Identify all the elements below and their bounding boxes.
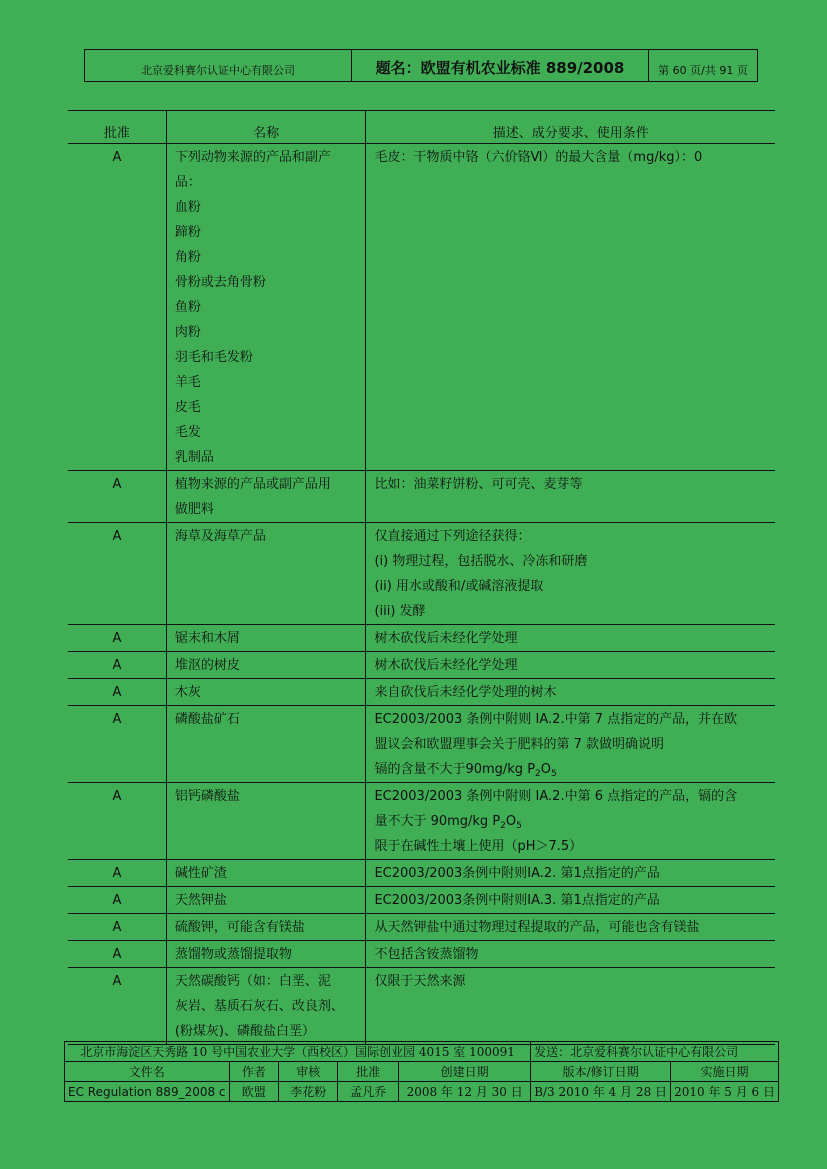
description-line: 从天然钾盐中通过物理过程提取的产品，可能也含有镁盐 xyxy=(374,920,700,935)
table-row xyxy=(68,783,775,860)
footer-value-author: 欧盟 xyxy=(229,1082,279,1102)
name-cell xyxy=(166,471,366,523)
footer-label-reviewer: 审核 xyxy=(279,1062,338,1082)
table-row xyxy=(68,941,775,968)
footer-sender: 发送：北京爱科赛尔认证中心有限公司 xyxy=(531,1042,779,1062)
formula-part: O xyxy=(505,814,517,829)
formula-part: 5 xyxy=(516,821,522,831)
description-cell xyxy=(366,625,775,652)
description-cell xyxy=(366,652,775,679)
description-cell xyxy=(366,941,775,968)
name-cell xyxy=(166,914,366,941)
name-line: 锯末和木屑 xyxy=(174,631,240,646)
footer-value-effective: 2010 年 5 月 6 日 xyxy=(671,1082,779,1102)
footer-value-approver: 孟凡乔 xyxy=(338,1082,399,1102)
description-cell xyxy=(366,968,775,1045)
formula-part: 2 xyxy=(500,821,506,831)
description-line: (iii) 发酵 xyxy=(374,604,426,619)
footer-values-row xyxy=(65,1082,779,1102)
table-row xyxy=(68,679,775,706)
description-line: 限于在碱性土壤上使用（pH＞7.5） xyxy=(374,839,583,854)
name-line: 血粉 xyxy=(174,200,201,215)
name-line: 肉粉 xyxy=(174,325,201,340)
table-body xyxy=(68,144,775,1045)
table-row xyxy=(68,523,775,625)
name-cell xyxy=(166,783,366,860)
name-cell xyxy=(166,706,366,783)
description-line: 毛皮：干物质中铬（六价铬Ⅵ）的最大含量（mg/kg）：0 xyxy=(374,150,703,165)
approval-cell: A xyxy=(68,887,166,914)
name-line: 皮毛 xyxy=(174,400,201,415)
description-line: 仅限于天然来源 xyxy=(374,974,466,989)
formula-part: 量不大于 90mg/kg P xyxy=(374,814,501,829)
column-header-description: 描述、成分要求、使用条件 xyxy=(366,111,775,144)
footer-label-filename: 文件名 xyxy=(65,1062,230,1082)
description-line: 比如：油菜籽饼粉、可可壳、麦芽等 xyxy=(374,477,583,492)
cadmium-limit-line xyxy=(374,757,771,782)
description-cell xyxy=(366,471,775,523)
name-cell xyxy=(166,144,366,471)
name-cell xyxy=(166,679,366,706)
description-line: EC2003/2003 条例中附则 IA.2.中第 6 点指定的产品，镉的含 xyxy=(374,789,738,804)
description-line: (i) 物理过程，包括脱水、冷冻和研磨 xyxy=(374,554,588,569)
table-row xyxy=(68,914,775,941)
approval-cell: A xyxy=(68,968,166,1045)
name-line: 灰岩、基质石灰石、改良剂、 xyxy=(174,999,344,1014)
description-line: EC2003/2003 条例中附则 IA.2.中第 7 点指定的产品，并在欧 xyxy=(374,712,738,727)
description-cell xyxy=(366,523,775,625)
footer-value-reviewer: 李花粉 xyxy=(279,1082,338,1102)
description-line: 来自砍伐后未经化学处理的树木 xyxy=(374,685,557,700)
table-row xyxy=(68,860,775,887)
footer-label-effective: 实施日期 xyxy=(671,1062,779,1082)
approval-cell: A xyxy=(68,144,166,471)
name-line: 毛发 xyxy=(174,425,201,440)
name-line: 堆沤的树皮 xyxy=(174,658,240,673)
description-line: EC2003/2003条例中附则IA.3. 第1点指定的产品 xyxy=(374,893,660,908)
description-line: (ii) 用水或酸和/或碱溶液提取 xyxy=(374,579,544,594)
approval-cell: A xyxy=(68,706,166,783)
approval-cell: A xyxy=(68,625,166,652)
name-line: 下列动物来源的产品和副产 xyxy=(174,150,331,165)
approval-cell: A xyxy=(68,471,166,523)
table-row xyxy=(68,652,775,679)
approval-cell: A xyxy=(68,652,166,679)
description-line: 树木砍伐后未经化学处理 xyxy=(374,631,518,646)
name-line: 天然碳酸钙（如：白垩、泥 xyxy=(174,974,331,989)
name-line: 羊毛 xyxy=(174,375,201,390)
approval-cell: A xyxy=(68,860,166,887)
table-row xyxy=(68,887,775,914)
header-company: 北京爱科赛尔认证中心有限公司 xyxy=(85,50,352,81)
footer-value-filename: EC Regulation 889_2008 c xyxy=(65,1082,230,1102)
formula-part: 2 xyxy=(535,769,541,779)
name-cell xyxy=(166,860,366,887)
description-line: 不包括含铵蒸馏物 xyxy=(374,947,479,962)
name-line: 海草及海草产品 xyxy=(174,529,266,544)
name-line: 碱性矿渣 xyxy=(174,866,227,881)
description-line: 仅直接通过下列途径获得： xyxy=(374,529,531,544)
description-line: 盟议会和欧盟理事会关于肥料的第 7 款做明确说明 xyxy=(374,737,664,752)
approval-cell: A xyxy=(68,941,166,968)
name-cell xyxy=(166,887,366,914)
table-row xyxy=(68,625,775,652)
name-line: 蒸馏物或蒸馏提取物 xyxy=(174,947,292,962)
name-cell xyxy=(166,968,366,1045)
name-line: 铝钙磷酸盐 xyxy=(174,789,240,804)
table-header-row xyxy=(68,111,775,144)
name-cell xyxy=(166,523,366,625)
name-line: 木灰 xyxy=(174,685,201,700)
footer-label-author: 作者 xyxy=(229,1062,279,1082)
formula-part: 镉的含量不大于90mg/kg P xyxy=(374,762,536,777)
fertilizer-table xyxy=(68,110,775,1045)
column-header-name: 名称 xyxy=(166,111,366,144)
name-line: 植物来源的产品或副产品用 xyxy=(174,477,331,492)
footer-value-created: 2008 年 12 月 30 日 xyxy=(399,1082,531,1102)
description-cell xyxy=(366,887,775,914)
approval-cell: A xyxy=(68,523,166,625)
footer-address-row xyxy=(65,1042,779,1062)
name-cell xyxy=(166,625,366,652)
description-cell xyxy=(366,679,775,706)
page-header xyxy=(84,49,758,82)
formula-part: O xyxy=(540,762,551,777)
name-cell xyxy=(166,652,366,679)
name-line: 鱼粉 xyxy=(174,300,201,315)
description-cell xyxy=(366,783,775,860)
description-cell xyxy=(366,144,775,471)
name-line: 硫酸钾，可能含有镁盐 xyxy=(174,920,305,935)
description-line: EC2003/2003条例中附则IA.2. 第1点指定的产品 xyxy=(374,866,660,881)
name-line: 蹄粉 xyxy=(174,225,201,240)
approval-cell: A xyxy=(68,914,166,941)
name-line: 羽毛和毛发粉 xyxy=(174,350,253,365)
name-line: 骨粉或去角骨粉 xyxy=(174,275,266,290)
footer-value-revision: B/3 2010 年 4 月 28 日 xyxy=(531,1082,671,1102)
name-line: 乳制品 xyxy=(174,450,214,465)
table-row xyxy=(68,144,775,471)
header-title: 题名：欧盟有机农业标准 889/2008 xyxy=(352,50,649,81)
footer-labels-row xyxy=(65,1062,779,1082)
approval-cell: A xyxy=(68,783,166,860)
name-line: 做肥料 xyxy=(174,502,214,517)
table-row xyxy=(68,471,775,523)
footer-label-revision: 版本/修订日期 xyxy=(531,1062,671,1082)
name-line: 品： xyxy=(174,175,201,190)
formula-part: 5 xyxy=(551,769,557,779)
description-line: 树木砍伐后未经化学处理 xyxy=(374,658,518,673)
name-line: 角粉 xyxy=(174,250,201,265)
name-line: (粉煤灰)、磷酸盐白垩） xyxy=(174,1024,315,1039)
name-cell xyxy=(166,941,366,968)
footer-label-created: 创建日期 xyxy=(399,1062,531,1082)
description-cell xyxy=(366,860,775,887)
cadmium-limit-line xyxy=(374,809,771,834)
table-row xyxy=(68,706,775,783)
approval-cell: A xyxy=(68,679,166,706)
footer-label-approver: 批准 xyxy=(338,1062,399,1082)
footer-address: 北京市海淀区天秀路 10 号中国农业大学（西校区）国际创业园 4015 室 100091 xyxy=(65,1042,531,1062)
table-row xyxy=(68,968,775,1045)
header-page-number: 第 60 页/共 91 页 xyxy=(658,64,748,77)
description-cell xyxy=(366,914,775,941)
document-footer xyxy=(64,1041,779,1102)
column-header-approval: 批准 xyxy=(68,111,166,144)
name-line: 磷酸盐矿石 xyxy=(174,712,240,727)
description-cell xyxy=(366,706,775,783)
name-line: 天然钾盐 xyxy=(174,893,227,908)
